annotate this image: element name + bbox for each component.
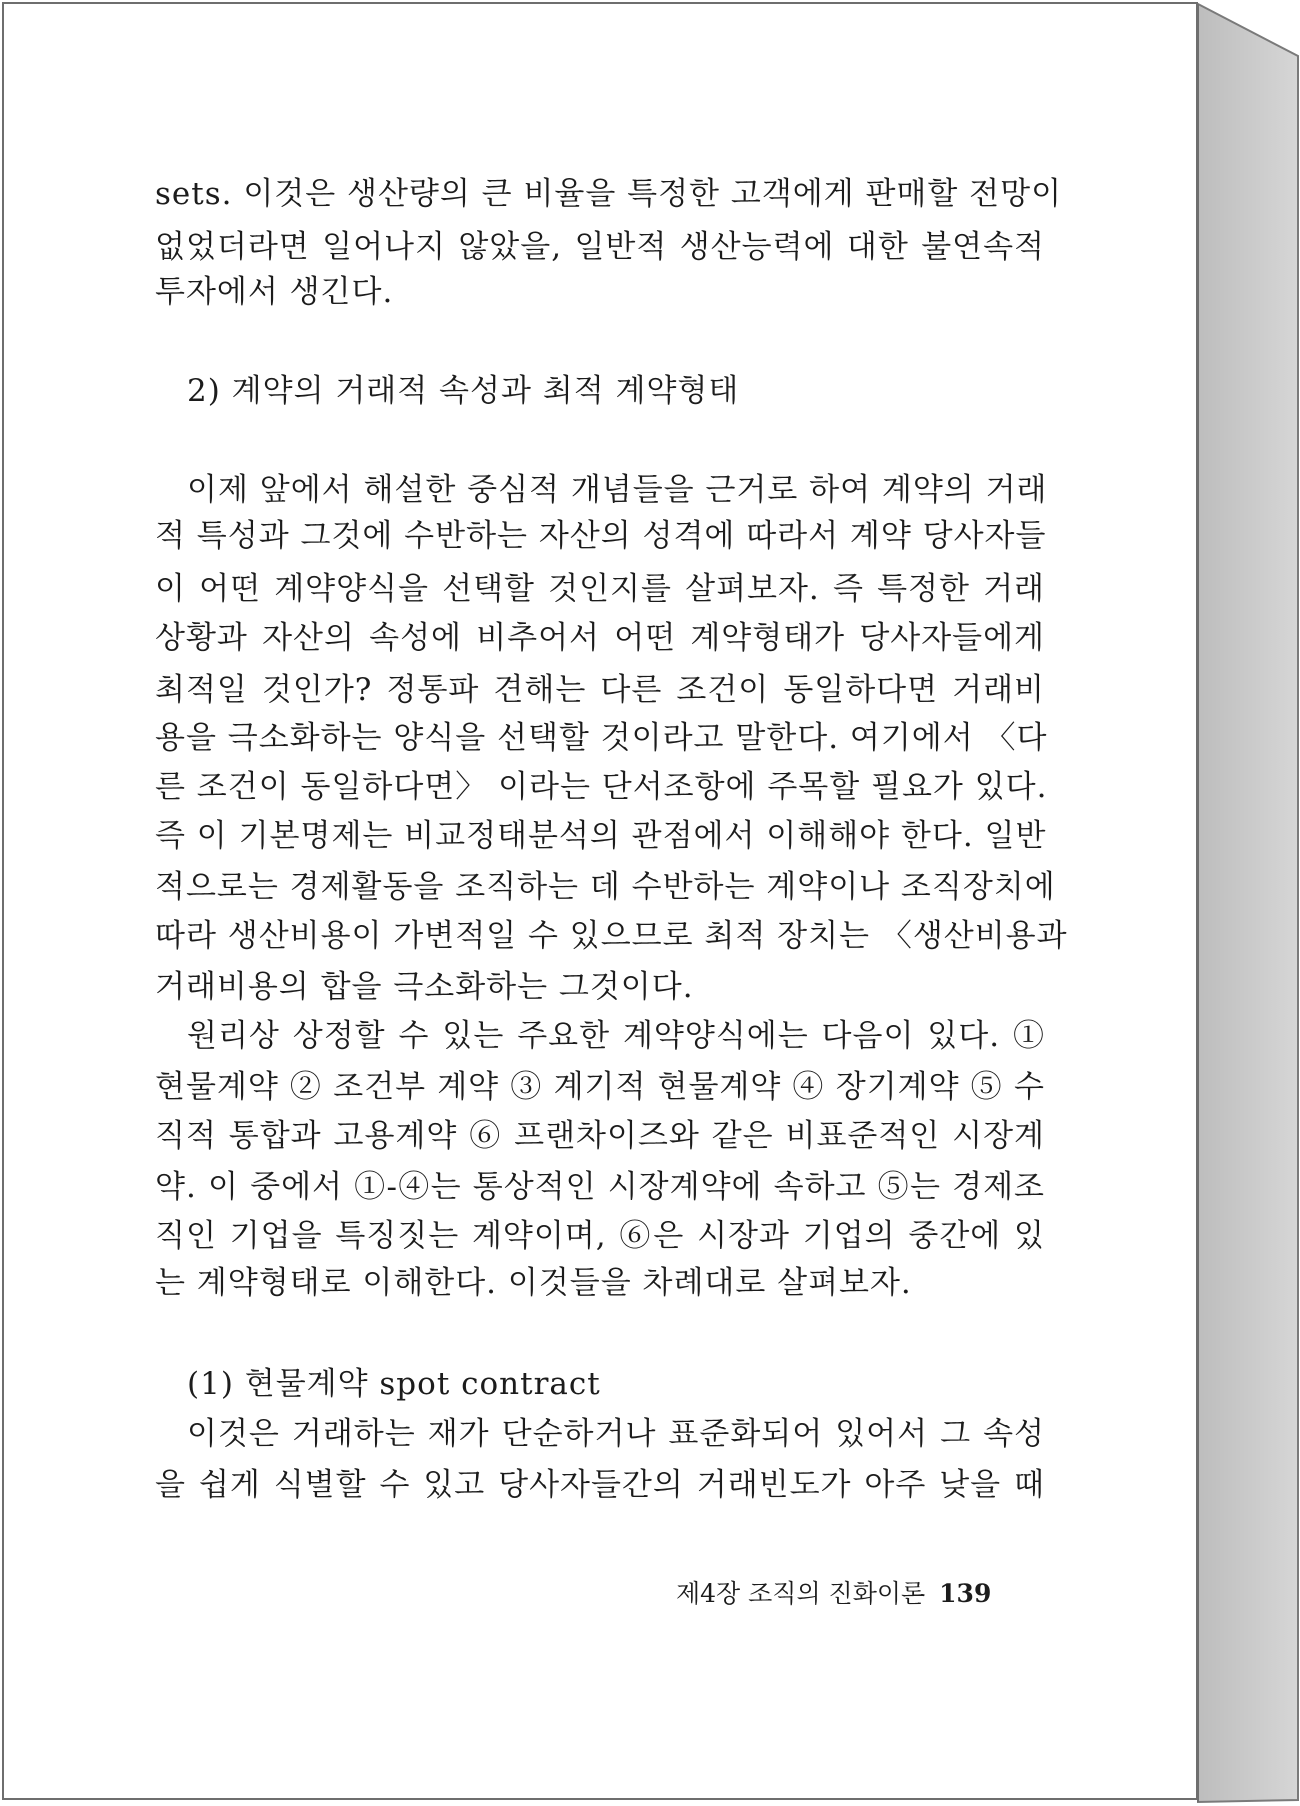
paragraph-line: 따라 생산비용이 가변적일 수 있으므로 최적 장치는 〈생산비용과 (155, 918, 1068, 954)
paragraph-line: 거래비용의 합을 극소화하는 그것이다. (155, 969, 694, 1005)
paragraph-line: 적으로는 경제활동을 조직하는 데 수반하는 계약이나 조직장치에 (155, 869, 1056, 905)
paragraph-line: 현물계약 ② 조건부 계약 ③ 계기적 현물계약 ④ 장기계약 ⑤ 수 (155, 1069, 1045, 1105)
paragraph-line: 이것은 거래하는 재가 단순하거나 표준화되어 있어서 그 속성 (187, 1416, 1045, 1452)
paragraph-line: 상황과 자산의 속성에 비추어서 어떤 계약형태가 당사자들에게 (155, 620, 1045, 656)
subsection-heading: (1) 현물계약 spot contract (187, 1366, 601, 1402)
paragraph-line: 약. 이 중에서 ①-④는 통상적인 시장계약에 속하고 ⑤는 경제조 (155, 1169, 1045, 1205)
paragraph-line: sets. 이것은 생산량의 큰 비율을 특정한 고객에게 판매할 전망이 (155, 176, 1063, 212)
paragraph-line: 투자에서 생긴다. (155, 274, 394, 310)
paragraph-line: 른 조건이 동일하다면〉 이라는 단서조항에 주목할 필요가 있다. (155, 769, 1048, 805)
paragraph-line: 용을 극소화하는 양식을 선택할 것이라고 말한다. 여기에서 〈다 (155, 720, 1048, 756)
paragraph-line: 적 특성과 그것에 수반하는 자산의 성격에 따라서 계약 당사자들 (155, 518, 1047, 554)
page-footer (676, 1574, 991, 1614)
paragraph-line: 는 계약형태로 이해한다. 이것들을 차례대로 살펴보자. (155, 1265, 912, 1301)
page-number: 139 (939, 1579, 992, 1608)
paragraph-line: 직적 통합과 고용계약 ⑥ 프랜차이즈와 같은 비표준적인 시장계 (155, 1118, 1045, 1154)
paragraph-line: 원리상 상정할 수 있는 주요한 계약양식에는 다음이 있다. ① (187, 1018, 1045, 1054)
paragraph-line: 없었더라면 일어나지 않았을, 일반적 생산능력에 대한 불연속적 (155, 229, 1045, 265)
section-heading: 2) 계약의 거래적 속성과 최적 계약형태 (187, 373, 740, 409)
paragraph-line: 최적일 것인가? 정통파 견해는 다른 조건이 동일하다면 거래비 (155, 672, 1045, 708)
chapter-title: 제4장 조직의 진화이론 (676, 1579, 926, 1608)
paragraph-line: 을 쉽게 식별할 수 있고 당사자들간의 거래빈도가 아주 낮을 때 (155, 1467, 1045, 1503)
paragraph-line: 즉 이 기본명제는 비교정태분석의 관점에서 이해해야 한다. 일반 (155, 818, 1047, 854)
paragraph-line: 이 어떤 계약양식을 선택할 것인지를 살펴보자. 즉 특정한 거래 (155, 571, 1045, 607)
paragraph-line: 직인 기업을 특징짓는 계약이며, ⑥은 시장과 기업의 중간에 있 (155, 1218, 1045, 1254)
paragraph-line: 이제 앞에서 해설한 중심적 개념들을 근거로 하여 계약의 거래 (187, 472, 1048, 508)
book-page (2, 2, 1198, 1800)
